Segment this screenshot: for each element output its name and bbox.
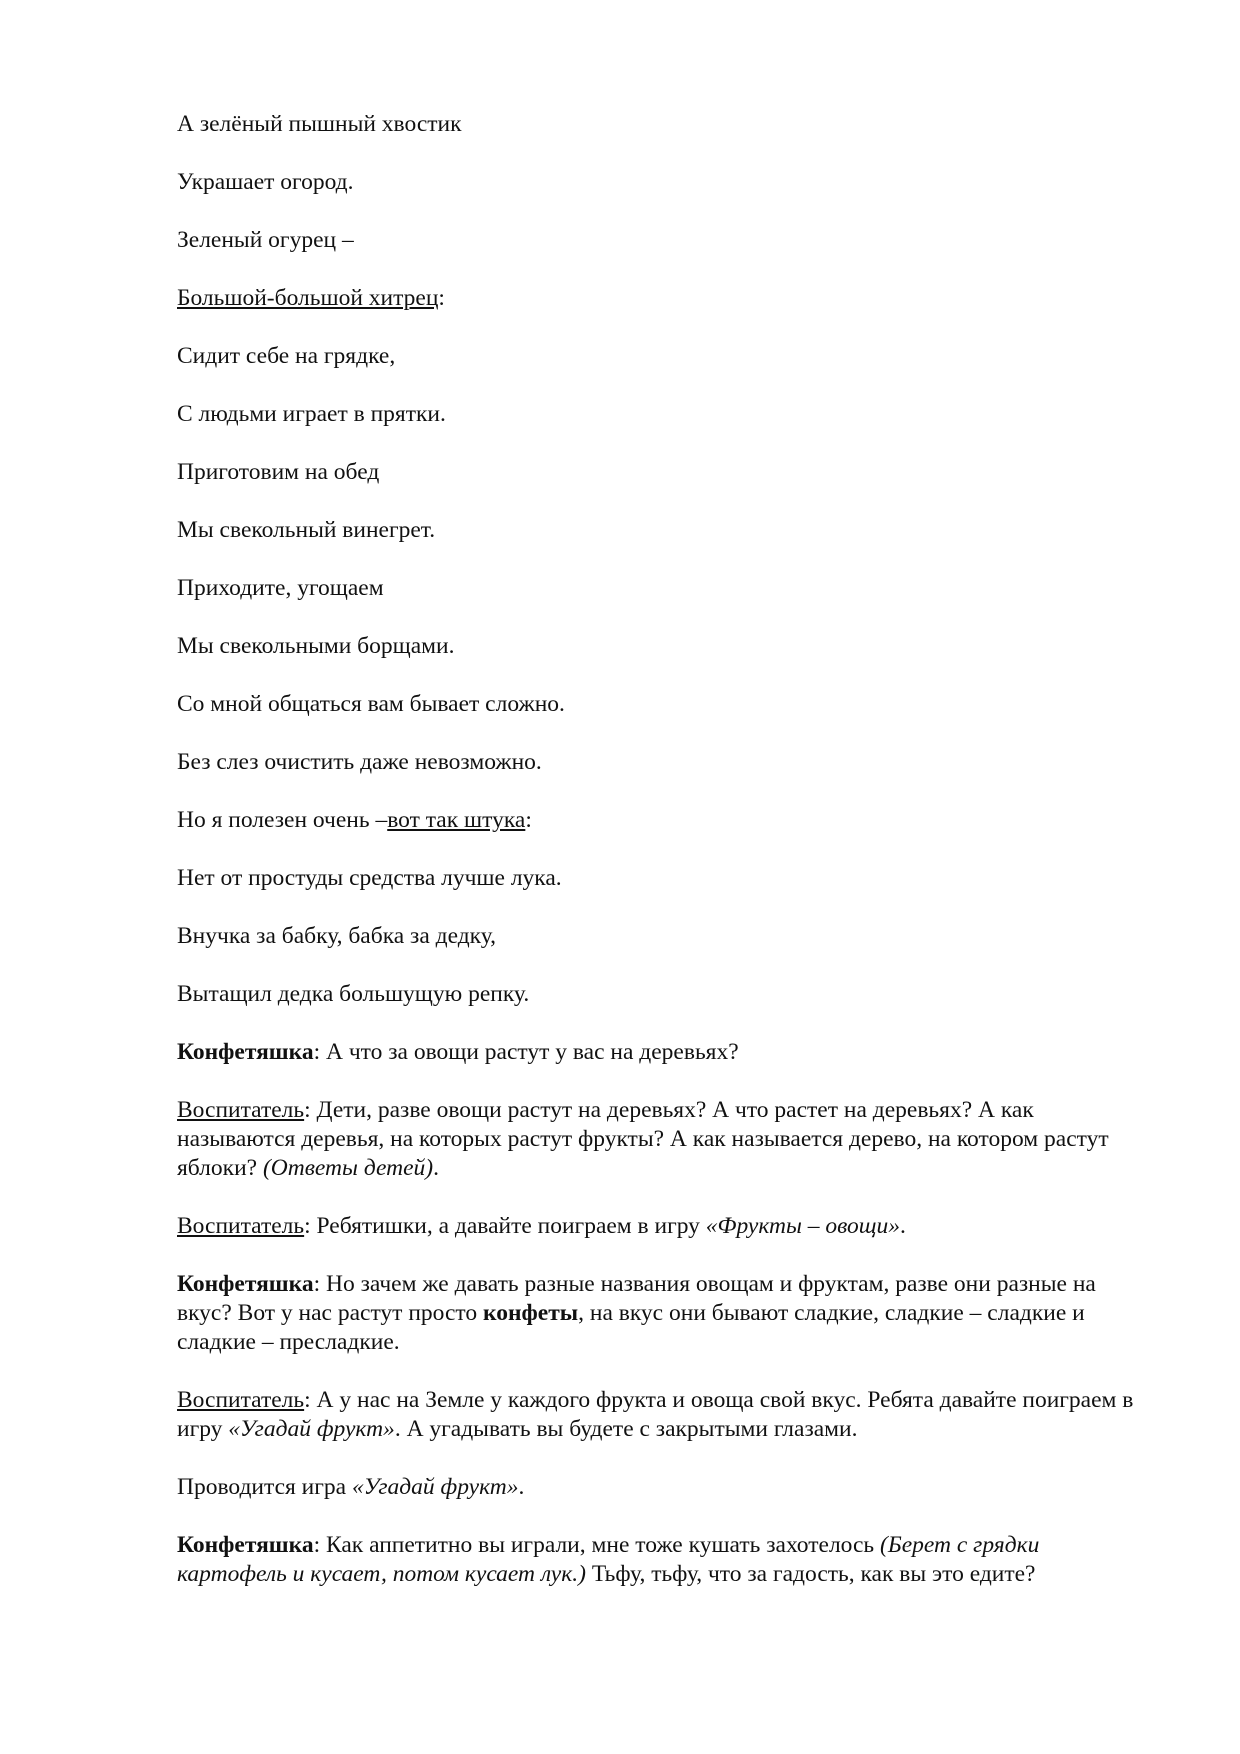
verse-line: Вытащил дедка большущую репку. xyxy=(177,981,530,1007)
document-page xyxy=(177,110,1137,1618)
verse-line: Приходите, угощаем xyxy=(177,575,384,601)
verse-line: Сидит себе на грядке, xyxy=(177,343,396,369)
dialogue-paragraph: Воспитатель: Дети, разве овощи растут на деревьях? А что растет на деревьях? А как называются деревья, на которых растут фрукты? А как называется дерево, на котором растут яблоки? (Ответы детей). xyxy=(177,1097,1109,1181)
speaker-name: Воспитатель xyxy=(177,1387,305,1413)
dialogue-paragraph: Конфетяшка: Но зачем же давать разные названия овощам и фруктам, разве они разные на вкус? Вот у нас растут просто конфеты, на вкус они бывают сладкие, сладкие – сладкие и сладкие – пресладкие. xyxy=(177,1271,1096,1355)
verse-line: Но я полезен очень –вот так штука: xyxy=(177,807,532,833)
emphasis-word: конфеты xyxy=(483,1300,579,1326)
verse-line: Без слез очистить даже невозможно. xyxy=(177,749,542,775)
game-title: «Фрукты – овощи» xyxy=(705,1213,901,1239)
verse-line: С людьми играет в прятки. xyxy=(177,401,446,427)
verse-line: Мы свекольными борщами. xyxy=(177,633,455,659)
verse-line: Внучка за бабку, бабка за дедку, xyxy=(177,923,497,949)
verse-line: А зелёный пышный хвостик xyxy=(177,111,462,137)
stage-direction: (Берет с грядки картофель и кусает, потом кусает лук.) xyxy=(177,1532,1040,1587)
narration-paragraph: Проводится игра «Угадай фрукт». xyxy=(177,1474,525,1500)
verse-line: Украшает огород. xyxy=(177,169,354,195)
verse-line: Со мной общаться вам бывает сложно. xyxy=(177,691,565,717)
dialogue-paragraph: Конфетяшка: Как аппетитно вы играли, мне тоже кушать захотелось (Берет с грядки картофель и кусает, потом кусает лук.) Тьфу, тьфу, что за гадость, как вы это едите? xyxy=(177,1532,1040,1587)
verse-line: Большой-большой хитрец: xyxy=(177,285,445,311)
dialogue-paragraph: Воспитатель: А у нас на Земле у каждого фрукта и овоща свой вкус. Ребята давайте поиграем в игру «Угадай фрукт». А угадывать вы будете с закрытыми глазами. xyxy=(177,1387,1134,1442)
verse-line: Зеленый огурец – xyxy=(177,227,354,253)
verse-line: Мы свекольный винегрет. xyxy=(177,517,436,543)
speaker-name: Воспитатель xyxy=(177,1097,305,1123)
verse-block xyxy=(177,110,1137,1009)
speaker-name: Конфетяшка xyxy=(177,1532,314,1558)
verse-line: Нет от простуды средства лучше лука. xyxy=(177,865,562,891)
game-title: «Угадай фрукт» xyxy=(351,1474,519,1500)
game-title: «Угадай фрукт» xyxy=(228,1416,395,1442)
dialogue-paragraph: Воспитатель: Ребятишки, а давайте поиграем в игру «Фрукты – овощи». xyxy=(177,1213,906,1239)
verse-line: Приготовим на обед xyxy=(177,459,380,485)
dialogue-block xyxy=(177,1038,1137,1589)
speaker-name: Воспитатель xyxy=(177,1213,305,1239)
stage-direction: (Ответы детей) xyxy=(262,1155,434,1181)
speaker-name: Конфетяшка xyxy=(177,1039,314,1065)
dialogue-paragraph: Конфетяшка: А что за овощи растут у вас на деревьях? xyxy=(177,1039,739,1065)
speaker-name: Конфетяшка xyxy=(177,1271,314,1297)
